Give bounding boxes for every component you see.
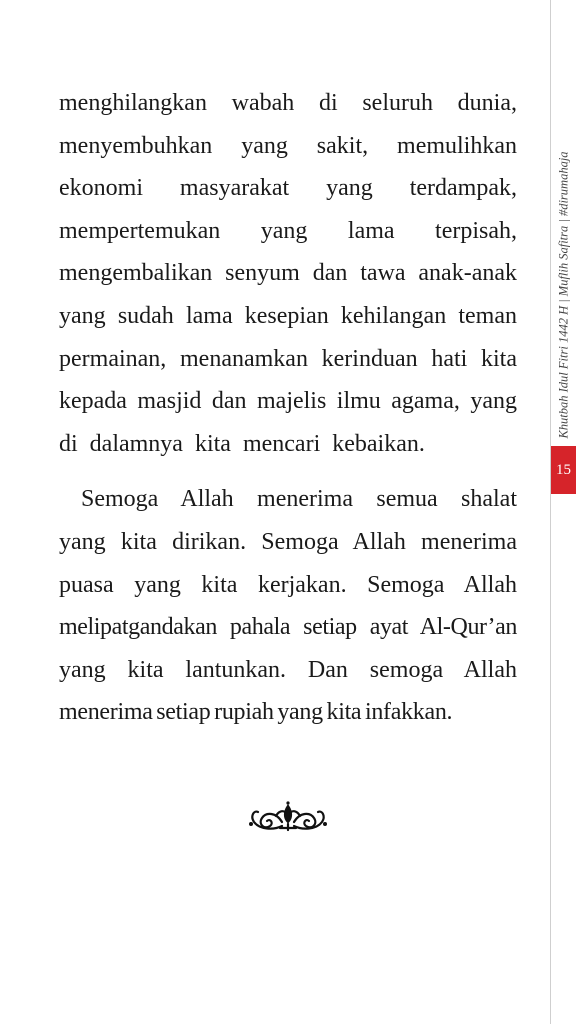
page-number-tab <box>551 446 576 494</box>
text-line: menghilangkan wabah di seluruh dunia, <box>59 90 517 116</box>
paragraph-2 <box>59 478 517 734</box>
page-number: 15 <box>556 461 571 478</box>
text-line: permainan, menanamkan kerinduan hati kita <box>59 345 517 372</box>
body-text <box>59 82 517 734</box>
text-line: Semoga Allah menerima semua shalat <box>81 486 517 513</box>
text-line: ekonomi masyarakat yang terdampak, <box>59 175 517 202</box>
text-line: menerima setiap rupiah yang kita infakkan. <box>59 699 453 726</box>
text-line: mempertemukan yang lama terpisah, <box>59 217 517 244</box>
running-head <box>552 0 576 440</box>
text-line: yang kita lantunkan. Dan semoga Allah <box>59 656 517 683</box>
text-line: yang sudah lama kesepian kehilangan teman <box>59 302 517 329</box>
text-line: melipatgandakan pahala setiap ayat Al-Qur’an <box>59 614 517 641</box>
text-line: kepada masjid dan majelis ilmu agama, yang <box>59 388 517 415</box>
text-line: mengembalikan senyum dan tawa anak-anak <box>59 260 517 287</box>
text-line: puasa yang kita kerjakan. Semoga Allah <box>59 571 517 598</box>
text-line: di dalamnya kita mencari kebaikan. <box>59 430 425 457</box>
text-line: menyembuhkan yang sakit, memulihkan <box>59 132 517 159</box>
paragraph-1 <box>59 82 517 465</box>
margin-rule <box>550 0 551 1024</box>
running-head-text: Khutbah Idul Fitri 1442 H | Muflih Safitra | #dirumahaja <box>556 151 571 439</box>
text-line: yang kita dirikan. Semoga Allah menerima <box>59 528 517 555</box>
floral-divider-icon <box>246 800 330 834</box>
